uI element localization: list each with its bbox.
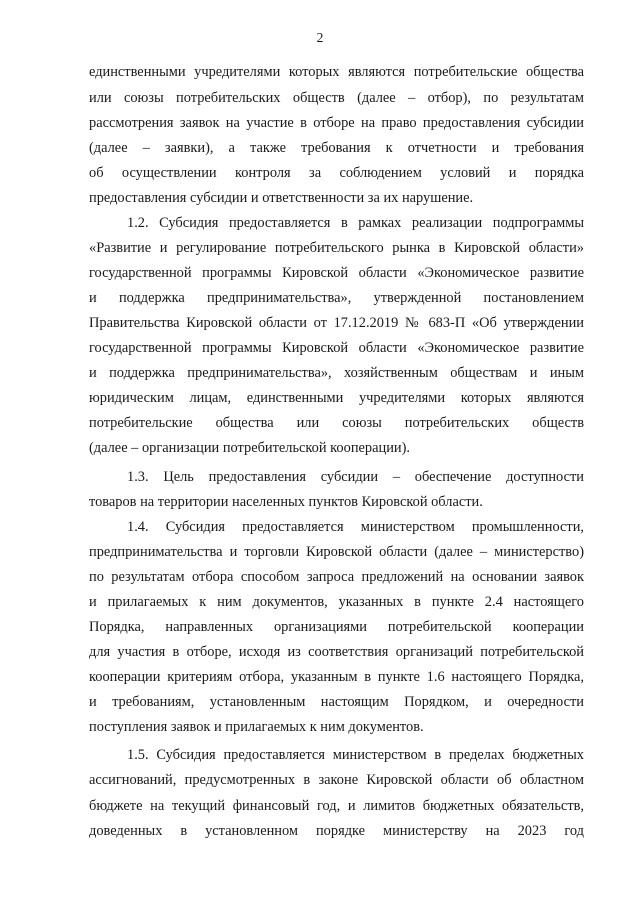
text-line: и поддержка предпринимательства», хозяйственным обществам и иным	[89, 365, 584, 381]
text-line: и поддержка предпринимательства», утвержденной постановлением	[89, 290, 584, 306]
text-line: доведенных в установленном порядке министерству на 2023 год	[89, 823, 584, 839]
text-line: для участия в отборе, исходя из соответствия организаций потребительской	[89, 644, 584, 660]
paragraph-start-line: 1.3. Цель предоставления субсидии – обеспечение доступности	[127, 469, 584, 485]
text-line: ассигнований, предусмотренных в законе Кировской области об областном	[89, 772, 584, 788]
text-line: или союзы потребительских обществ (далее – отбор), по результатам	[89, 90, 584, 106]
text-line: (далее – заявки), а также требования к отчетности и требования	[89, 140, 584, 156]
text-line: Порядка, направленных организациями потребительской кооперации	[89, 619, 584, 635]
text-line: по результатам отбора способом запроса предложений на основании заявок	[89, 569, 584, 585]
paragraph-start-line: 1.2. Субсидия предоставляется в рамках реализации подпрограммы	[127, 215, 584, 231]
text-line: юридическим лицам, единственными учредителями которых являются	[89, 390, 584, 406]
page-number: 2	[316, 30, 324, 45]
paragraph-start-line: 1.4. Субсидия предоставляется министерством промышленности,	[127, 519, 584, 535]
text-line: единственными учредителями которых являются потребительские общества	[89, 64, 584, 80]
text-line: и прилагаемых к ним документов, указанных в пункте 2.4 настоящего	[89, 594, 584, 610]
text-line: потребительские общества или союзы потребительских обществ	[89, 415, 584, 431]
text-line: кооперации критериям отбора, указанным в пункте 1.6 настоящего Порядка,	[89, 669, 584, 685]
paragraph-start-line: 1.5. Субсидия предоставляется министерством в пределах бюджетных	[127, 747, 584, 763]
text-line: государственной программы Кировской области «Экономическое развитие	[89, 265, 584, 281]
text-line: рассмотрения заявок на участие в отборе на право предоставления субсидии	[89, 115, 584, 131]
text-line: (далее – организации потребительской кооперации).	[89, 440, 410, 456]
text-line: Правительства Кировской области от 17.12.2019 № 683-П «Об утверждении	[89, 315, 584, 331]
text-line: и требованиям, установленным настоящим Порядком, и очередности	[89, 694, 584, 710]
text-line: государственной программы Кировской области «Экономическое развитие	[89, 340, 584, 356]
text-line: «Развитие и регулирование потребительского рынка в Кировской области»	[89, 240, 584, 256]
text-line: предпринимательства и торговли Кировской области (далее – министерство)	[89, 544, 584, 560]
text-line: поступления заявок и прилагаемых к ним документов.	[89, 719, 424, 735]
text-line: бюджете на текущий финансовый год, и лимитов бюджетных обязательств,	[89, 798, 584, 814]
text-line: об осуществлении контроля за соблюдением условий и порядка	[89, 165, 584, 181]
text-line: товаров на территории населенных пунктов Кировской области.	[89, 494, 483, 510]
text-line: предоставления субсидии и ответственности за их нарушение.	[89, 190, 474, 206]
